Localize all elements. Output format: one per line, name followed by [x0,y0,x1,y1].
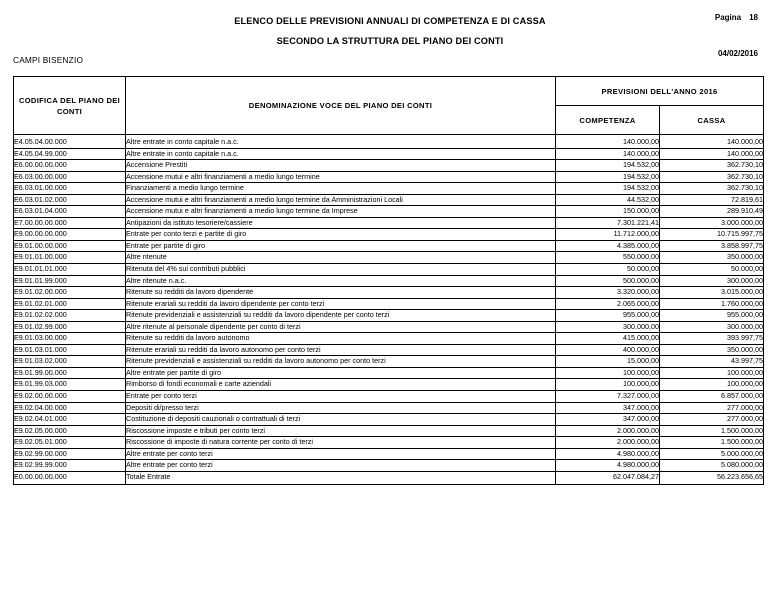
document-title-line-1: ELENCO DELLE PREVISIONI ANNUALI DI COMPETENZA E DI CASSA [234,16,546,26]
cell-account-description: Ritenute erariali su redditi da lavoro dipendente per conto terzi [126,298,556,310]
cell-competenza-amount: 400.000,00 [556,344,660,356]
cell-competenza-amount: 140.000,00 [556,135,660,149]
table-row [14,264,764,276]
table-row [14,171,764,183]
table-row [14,448,764,460]
table-row [14,194,764,206]
cell-cassa-amount: 300.000,00 [660,321,764,333]
cell-account-description: Ritenute su redditi da lavoro dipendente [126,287,556,299]
table-row [14,379,764,391]
cell-competenza-amount: 100.000,00 [556,379,660,391]
cell-competenza-amount: 4.980.000,00 [556,460,660,472]
column-header-cassa: CASSA [660,106,764,135]
cell-cassa-amount: 56.223.656,65 [660,471,764,485]
budget-table [13,76,764,485]
cell-competenza-amount: 955.000,00 [556,310,660,322]
cell-account-description: Costituzione di depositi cauzionali o contrattuali di terzi [126,414,556,426]
table-row [14,287,764,299]
cell-competenza-amount: 7.327.000,00 [556,391,660,403]
cell-account-description: Altre entrate per partite di giro [126,367,556,379]
document-title-line-2: SECONDO LA STRUTTURA DEL PIANO DEI CONTI [276,36,504,46]
cell-cassa-amount: 43.997,75 [660,356,764,368]
cell-account-code: E9.01.03.00.000 [14,333,126,345]
cell-account-description: Altre entrate in conto capitale n.a.c. [126,135,556,149]
cell-account-description: Ritenuta del 4% sui contributi pubblici [126,264,556,276]
table-header [14,77,764,135]
table-row [14,240,764,252]
cell-competenza-amount: 300.000,00 [556,321,660,333]
table-row [14,460,764,472]
cell-account-description: Entrate per conto terzi e partite di giro [126,229,556,241]
cell-cassa-amount: 72.819,61 [660,194,764,206]
page-number-indicator [715,13,758,22]
column-header-competenza: COMPETENZA [556,106,660,135]
cell-account-code: E9.01.00.00.000 [14,240,126,252]
cell-account-description: Riscossione imposte e tributi per conto terzi [126,425,556,437]
page-number-label: Pagina [714,13,742,22]
cell-cassa-amount: 350.000,00 [660,252,764,264]
entity-name: CAMPI BISENZIO [13,55,84,65]
table-row [14,391,764,403]
table-row [14,425,764,437]
cell-account-code: E0.00.00.00.000 [14,471,126,485]
page-number-value: 18 [749,13,758,22]
document-date: 04/02/2016 [717,49,758,58]
cell-account-code: E9.01.01.00.000 [14,252,126,264]
cell-competenza-amount: 4.385.000,00 [556,240,660,252]
cell-account-description: Ritenute previdenziali e assistenziali su redditi da lavoro dipendente per conto terzi [126,310,556,322]
table-row [14,414,764,426]
cell-account-description: Entrate per partite di giro [126,240,556,252]
cell-cassa-amount: 277.000,00 [660,402,764,414]
cell-cassa-amount: 3.015.000,00 [660,287,764,299]
cell-account-description: Altre entrate per conto terzi [126,460,556,472]
cell-competenza-amount: 100.000,00 [556,367,660,379]
cell-competenza-amount: 44.532,00 [556,194,660,206]
table-row [14,367,764,379]
cell-account-description: Rimborso di fondi economali e carte aziendali [126,379,556,391]
cell-competenza-amount: 140.000,00 [556,148,660,160]
cell-cassa-amount: 300.000,00 [660,275,764,287]
cell-account-code: E9.02.04.01.000 [14,414,126,426]
column-header-description: DENOMINAZIONE VOCE DEL PIANO DEI CONTI [126,77,556,135]
cell-account-code: E9.01.99.03.000 [14,379,126,391]
table-row [14,148,764,160]
table-row [14,402,764,414]
cell-account-code: E9.00.00.00.000 [14,229,126,241]
document-header [0,0,776,65]
cell-competenza-amount: 150.000,00 [556,206,660,218]
cell-account-description: Entrate per conto terzi [126,391,556,403]
cell-account-code: E9.02.04.00.000 [14,402,126,414]
cell-competenza-amount: 50.000,00 [556,264,660,276]
cell-account-code: E6.03.00.00.000 [14,171,126,183]
cell-account-code: E9.02.05.01.000 [14,437,126,449]
table-row [14,356,764,368]
cell-cassa-amount: 5.080.000,00 [660,460,764,472]
cell-cassa-amount: 1.760.000,00 [660,298,764,310]
cell-account-description: Accensione mutui e altri finanziamenti a medio lungo termine [126,171,556,183]
table-row-total [14,471,764,485]
cell-account-description: Antipazioni da istituto tesoriere/cassiere [126,217,556,229]
cell-competenza-amount: 2.000.000,00 [556,425,660,437]
table-row [14,229,764,241]
cell-account-code: E6.00.00.00.000 [14,160,126,172]
table-row [14,344,764,356]
cell-competenza-amount: 194.532,00 [556,160,660,172]
cell-account-code: E4.05.04.00.000 [14,135,126,149]
table-row [14,437,764,449]
cell-account-code: E9.01.03.02.000 [14,356,126,368]
cell-competenza-amount: 347.000,00 [556,414,660,426]
cell-competenza-amount: 347.000,00 [556,402,660,414]
budget-table-container [13,76,763,485]
cell-account-description: Altre ritenute al personale dipendente per conto di terzi [126,321,556,333]
cell-account-code: E9.01.02.99.000 [14,321,126,333]
cell-cassa-amount: 6.857.000,00 [660,391,764,403]
cell-account-code: E4.05.04.99.000 [14,148,126,160]
table-row [14,160,764,172]
cell-competenza-amount: 194.532,00 [556,171,660,183]
cell-cassa-amount: 362.730,10 [660,160,764,172]
cell-competenza-amount: 15.000,00 [556,356,660,368]
cell-cassa-amount: 1.500.000,00 [660,437,764,449]
table-row [14,321,764,333]
column-header-forecast-group: PREVISIONI DELL'ANNO 2016 [556,77,764,106]
cell-account-description: Altre ritenute n.a.c. [126,275,556,287]
cell-cassa-amount: 140.000,00 [660,135,764,149]
cell-account-code: E6.03.01.04.000 [14,206,126,218]
cell-account-code: E9.01.02.00.000 [14,287,126,299]
table-header-row-1 [14,77,764,106]
cell-competenza-amount: 11.712.000,00 [556,229,660,241]
cell-cassa-amount: 10.715.997,75 [660,229,764,241]
cell-account-description: Accensione mutui e altri finanziamenti a medio lungo termine da Amministrazioni Locali [126,194,556,206]
table-row [14,135,764,149]
table-row [14,183,764,195]
cell-account-description: Totale Entrate [126,471,556,485]
table-row [14,217,764,229]
cell-competenza-amount: 500.000,00 [556,275,660,287]
cell-account-code: E9.02.05.00.000 [14,425,126,437]
cell-account-code: E7.00.00.00.000 [14,217,126,229]
cell-cassa-amount: 277.000,00 [660,414,764,426]
cell-competenza-amount: 4.980.000,00 [556,448,660,460]
cell-cassa-amount: 289.910,49 [660,206,764,218]
cell-account-code: E9.01.02.02.000 [14,310,126,322]
cell-competenza-amount: 550.000,00 [556,252,660,264]
table-body [14,135,764,485]
cell-cassa-amount: 362.730,10 [660,183,764,195]
cell-account-description: Ritenute previdenziali e assistenziali su redditi da lavoro autonomo per conto terzi [126,356,556,368]
cell-cassa-amount: 50.000,00 [660,264,764,276]
cell-competenza-amount: 2.000.000,00 [556,437,660,449]
cell-competenza-amount: 2.065.000,00 [556,298,660,310]
table-row [14,310,764,322]
table-row [14,252,764,264]
cell-account-code: E9.01.03.01.000 [14,344,126,356]
cell-cassa-amount: 100.000,00 [660,367,764,379]
table-row [14,298,764,310]
cell-cassa-amount: 1.500.000,00 [660,425,764,437]
cell-account-code: E6.03.01.02.000 [14,194,126,206]
cell-competenza-amount: 3.320.000,00 [556,287,660,299]
cell-account-description: Ritenute erariali su redditi da lavoro autonomo per conto terzi [126,344,556,356]
table-row [14,333,764,345]
table-row [14,275,764,287]
cell-cassa-amount: 393.997,75 [660,333,764,345]
cell-account-description: Ritenute su redditi da lavoro autonomo [126,333,556,345]
cell-account-code: E9.01.01.99.000 [14,275,126,287]
cell-competenza-amount: 7.301.221,41 [556,217,660,229]
cell-account-code: E9.01.99.00.000 [14,367,126,379]
title-block [80,13,700,49]
cell-account-code: E9.02.00.00.000 [14,391,126,403]
cell-account-description: Altre entrate in conto capitale n.a.c. [126,148,556,160]
cell-account-description: Altre ritenute [126,252,556,264]
cell-account-description: Accensione mutui e altri finanziamenti a medio lungo termine da Imprese [126,206,556,218]
cell-account-code: E9.01.02.01.000 [14,298,126,310]
cell-cassa-amount: 100.000,00 [660,379,764,391]
cell-cassa-amount: 350.000,00 [660,344,764,356]
cell-cassa-amount: 3.858.997,75 [660,240,764,252]
cell-account-code: E9.01.01.01.000 [14,264,126,276]
cell-account-description: Riscossione di imposte di natura corrente per conto di terzi [126,437,556,449]
cell-account-description: Altre entrate per conto terzi [126,448,556,460]
cell-account-code: E9.02.99.99.000 [14,460,126,472]
cell-account-description: Accensione Prestiti [126,160,556,172]
cell-account-description: Depositi di/presso terzi [126,402,556,414]
cell-cassa-amount: 3.000.000,00 [660,217,764,229]
cell-competenza-amount: 194.532,00 [556,183,660,195]
cell-account-code: E9.02.99.00.000 [14,448,126,460]
cell-cassa-amount: 955.000,00 [660,310,764,322]
table-row [14,206,764,218]
cell-cassa-amount: 140.000,00 [660,148,764,160]
cell-cassa-amount: 5.000.000,00 [660,448,764,460]
cell-competenza-amount: 62.047.084,27 [556,471,660,485]
cell-cassa-amount: 362.730,10 [660,171,764,183]
column-header-code: CODIFICA DEL PIANO DEI CONTI [14,77,126,135]
cell-account-description: Finanziamenti a medio lungo termine [126,183,556,195]
cell-competenza-amount: 415.000,00 [556,333,660,345]
cell-account-code: E6.03.01.00.000 [14,183,126,195]
